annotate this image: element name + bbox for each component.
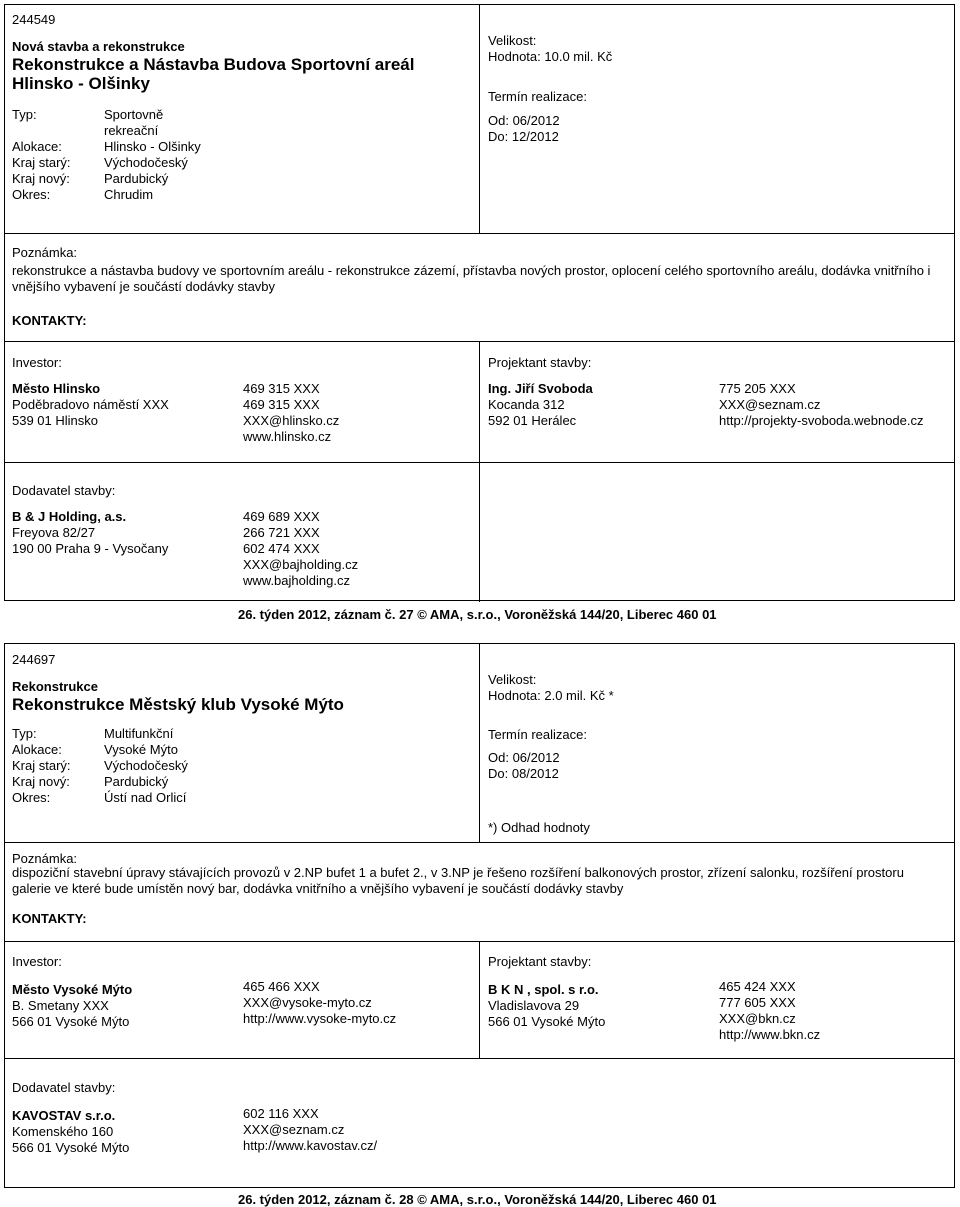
designer-name: Ing. Jiří Svoboda bbox=[488, 381, 593, 396]
phone: 775 205 XXX bbox=[719, 381, 796, 396]
field-value: Ústí nad Orlicí bbox=[104, 790, 187, 805]
designer-block bbox=[488, 982, 605, 1030]
field-label: Okres: bbox=[12, 187, 51, 202]
contacts-divider bbox=[479, 941, 480, 1058]
separator bbox=[5, 1058, 954, 1059]
note-text: dispoziční stavební úpravy stávajících provozů v 2.NP bufet 1 a bufet 2., v 3.NP je řešeno rozšíření balkonových prostor, zřízení salonku, rozšíření prostoru galerie ve které bude umístěn nový bar, dodávka vnitřního a vnějšího vybavení je součástí dodávky stavby bbox=[12, 865, 904, 896]
field-label: Typ: bbox=[12, 107, 37, 122]
supplier-block bbox=[12, 1108, 129, 1156]
email: XXX@seznam.cz bbox=[243, 1122, 345, 1137]
field-value: Vysoké Mýto bbox=[104, 742, 178, 757]
size-label: Velikost: bbox=[488, 672, 537, 687]
designer-contact bbox=[719, 979, 820, 1043]
website: http://www.vysoke-myto.cz bbox=[243, 1011, 397, 1026]
note-text: rekonstrukce a nástavba budovy ve sportovním areálu - rekonstrukce zázemí, přístavba nových prostor, oplocení celého sportovního areálu, dodávka vnitřního i vnějšího vybavení je součástí dodávky stavby bbox=[12, 263, 931, 294]
phone: 602 116 XXX bbox=[243, 1106, 319, 1121]
field-value: Multifunkční bbox=[104, 726, 174, 741]
supplier-contact bbox=[243, 1106, 377, 1154]
website: www.bajholding.cz bbox=[243, 573, 350, 588]
field-labels bbox=[12, 107, 71, 203]
contacts-heading: KONTAKTY: bbox=[12, 313, 87, 328]
header-divider bbox=[479, 5, 480, 233]
term-from: Od: 06/2012 bbox=[488, 750, 560, 765]
size-value: Hodnota: 2.0 mil. Kč * bbox=[488, 688, 614, 703]
field-label: Okres: bbox=[12, 790, 51, 805]
field-values bbox=[104, 107, 201, 203]
field-labels bbox=[12, 726, 71, 806]
supplier-label: Dodavatel stavby: bbox=[12, 1080, 116, 1095]
investor-label: Investor: bbox=[12, 355, 62, 370]
phone: 465 466 XXX bbox=[243, 979, 320, 994]
term-from: Od: 06/2012 bbox=[488, 113, 560, 128]
investor-block bbox=[12, 982, 132, 1030]
investor-address: 539 01 Hlinsko bbox=[12, 413, 98, 428]
investor-address: 566 01 Vysoké Mýto bbox=[12, 1014, 130, 1029]
field-value: Pardubický bbox=[104, 171, 169, 186]
website: http://www.kavostav.cz/ bbox=[243, 1138, 378, 1153]
email: XXX@seznam.cz bbox=[719, 397, 821, 412]
record-244549 bbox=[4, 4, 955, 601]
investor-address: Poděbradovo náměstí XXX bbox=[12, 397, 169, 412]
separator bbox=[5, 842, 954, 843]
supplier-address: Komenského 160 bbox=[12, 1124, 114, 1139]
record-category: Nová stavba a rekonstrukce bbox=[12, 39, 185, 54]
designer-address: Vladislavova 29 bbox=[488, 998, 580, 1013]
field-value: rekreační bbox=[104, 123, 159, 138]
contacts-heading: KONTAKTY: bbox=[12, 911, 87, 926]
supplier-label: Dodavatel stavby: bbox=[12, 483, 116, 498]
email: XXX@vysoke-myto.cz bbox=[243, 995, 372, 1010]
email: XXX@bajholding.cz bbox=[243, 557, 359, 572]
field-label bbox=[12, 123, 71, 139]
size-label: Velikost: bbox=[488, 33, 537, 48]
supplier-name: KAVOSTAV s.r.o. bbox=[12, 1108, 116, 1123]
supplier-name: B & J Holding, a.s. bbox=[12, 509, 127, 524]
designer-block bbox=[488, 381, 593, 429]
field-value: Pardubický bbox=[104, 774, 169, 789]
record-category: Rekonstrukce bbox=[12, 679, 98, 694]
investor-name: Město Hlinsko bbox=[12, 381, 101, 396]
note-label: Poznámka: bbox=[12, 245, 78, 260]
term-to: Do: 12/2012 bbox=[488, 129, 559, 144]
supplier-contact bbox=[243, 509, 358, 589]
record-footer: 26. týden 2012, záznam č. 28 © AMA, s.r.o., Voroněžská 144/20, Liberec 460 01 bbox=[238, 1192, 717, 1207]
size-value: Hodnota: 10.0 mil. Kč bbox=[488, 49, 613, 64]
term-label: Termín realizace: bbox=[488, 89, 587, 104]
website: www.hlinsko.cz bbox=[243, 429, 332, 444]
designer-address: Kocanda 312 bbox=[488, 397, 565, 412]
designer-label: Projektant stavby: bbox=[488, 954, 592, 969]
contacts-divider bbox=[479, 341, 480, 462]
field-value: Chrudim bbox=[104, 187, 154, 202]
note-label: Poznámka: bbox=[12, 851, 78, 866]
field-value: Hlinsko - Olšinky bbox=[104, 139, 201, 154]
record-title: Rekonstrukce Městský klub Vysoké Mýto bbox=[12, 695, 344, 714]
phone: 266 721 XXX bbox=[243, 525, 320, 540]
field-label: Alokace: bbox=[12, 742, 62, 757]
field-label: Kraj nový: bbox=[12, 171, 70, 186]
phone: 602 474 XXX bbox=[243, 541, 320, 556]
record-244697 bbox=[4, 643, 955, 1188]
term-to: Do: 08/2012 bbox=[488, 766, 559, 781]
phone: 469 689 XXX bbox=[243, 509, 320, 524]
investor-label: Investor: bbox=[12, 954, 62, 969]
investor-address: B. Smetany XXX bbox=[12, 998, 109, 1013]
phone: 777 605 XXX bbox=[719, 995, 796, 1010]
supplier-divider bbox=[479, 462, 480, 602]
designer-address: 566 01 Vysoké Mýto bbox=[488, 1014, 606, 1029]
investor-name: Město Vysoké Mýto bbox=[12, 982, 133, 997]
field-label: Kraj starý: bbox=[12, 155, 71, 170]
record-title: Rekonstrukce a Nástavba Budova Sportovní areál bbox=[12, 55, 415, 74]
phone: 465 424 XXX bbox=[719, 979, 796, 994]
website: http://projekty-svoboda.webnode.cz bbox=[719, 413, 924, 428]
supplier-block bbox=[12, 509, 168, 557]
email: XXX@hlinsko.cz bbox=[243, 413, 340, 428]
investor-contact bbox=[243, 381, 339, 445]
estimate-note: *) Odhad hodnoty bbox=[488, 820, 590, 835]
supplier-address: Freyova 82/27 bbox=[12, 525, 96, 540]
designer-contact bbox=[719, 381, 924, 429]
record-id: 244549 bbox=[12, 12, 56, 27]
phone: 469 315 XXX bbox=[243, 381, 320, 396]
investor-block bbox=[12, 381, 169, 429]
designer-label: Projektant stavby: bbox=[488, 355, 592, 370]
field-value: Sportovně bbox=[104, 107, 164, 122]
field-value: Východočeský bbox=[104, 155, 188, 170]
designer-address: 592 01 Herálec bbox=[488, 413, 577, 428]
term-label: Termín realizace: bbox=[488, 727, 587, 742]
field-value: Východočeský bbox=[104, 758, 188, 773]
field-label: Kraj nový: bbox=[12, 774, 70, 789]
separator bbox=[5, 233, 954, 234]
record-id: 244697 bbox=[12, 652, 56, 667]
phone: 469 315 XXX bbox=[243, 397, 320, 412]
investor-contact bbox=[243, 979, 396, 1027]
field-label: Kraj starý: bbox=[12, 758, 71, 773]
header-divider bbox=[479, 644, 480, 842]
field-values bbox=[104, 726, 188, 806]
email: XXX@bkn.cz bbox=[719, 1011, 796, 1026]
designer-name: B K N , spol. s r.o. bbox=[488, 982, 599, 997]
supplier-address: 566 01 Vysoké Mýto bbox=[12, 1140, 130, 1155]
field-label: Typ: bbox=[12, 726, 37, 741]
record-title-cont: Hlinsko - Olšinky bbox=[12, 74, 150, 93]
record-footer: 26. týden 2012, záznam č. 27 © AMA, s.r.o., Voroněžská 144/20, Liberec 460 01 bbox=[238, 607, 717, 622]
field-label: Alokace: bbox=[12, 139, 62, 154]
website: http://www.bkn.cz bbox=[719, 1027, 821, 1042]
supplier-address: 190 00 Praha 9 - Vysočany bbox=[12, 541, 169, 556]
